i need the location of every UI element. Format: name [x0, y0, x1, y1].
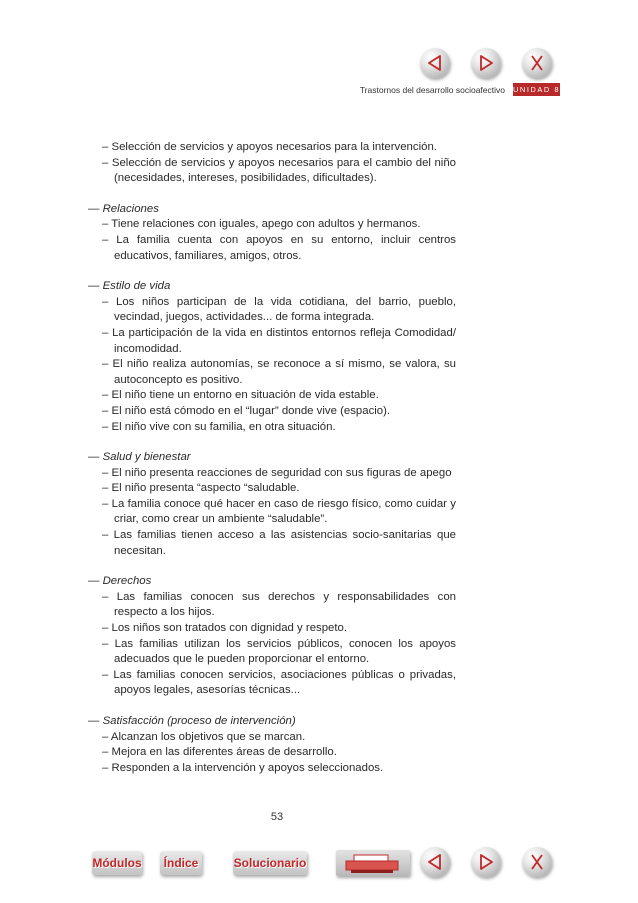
list-item: – Los niños participan de la vida cotidiana, del barrio, pueblo, vecindad, juegos, actividades... de forma integrada. — [102, 295, 456, 324]
list-item: – El niño está cómodo en el “lugar” donde vive (espacio). — [102, 404, 391, 417]
footer-next-button[interactable] — [471, 847, 501, 877]
list-item: – Las familias utilizan los servicios públicos, conocen los apoyos adecuados que le pueden proporcionar el entorno. — [102, 637, 456, 666]
unit-badge: UNIDAD 8 — [513, 85, 561, 94]
list-item: – Selección de servicios y apoyos necesarios para el cambio del niño (necesidades, intereses, posibilidades, dificultades). — [102, 156, 456, 185]
prev-page-button[interactable] — [420, 48, 450, 78]
list-item: – El niño presenta reacciones de seguridad con sus figuras de apego — [102, 466, 452, 479]
solucionario-button[interactable]: Solucionario — [233, 851, 307, 875]
main-content — [88, 140, 456, 776]
section-title: Derechos — [102, 575, 152, 588]
footer-close-button[interactable] — [522, 847, 552, 877]
section-salud-y-bienestar: — Salud y bienestar – El niño presenta reacciones de seguridad con sus figuras de apego – El niño presenta “aspecto “saludable. – La familia conoce qué hacer en caso de riesgo físico, como cuidar y criar, como crear un ambiente “saludable”. – Las familias tienen acceso a las asistencias socio-sanitarias que necesitan. — [88, 450, 456, 559]
footer-prev-button[interactable] — [420, 847, 450, 877]
arrow-right-icon — [476, 852, 496, 872]
close-x-icon — [527, 53, 547, 73]
intro-list — [88, 140, 456, 187]
list-item: – Mejora en las diferentes áreas de desarrollo. — [102, 746, 337, 759]
section-derechos: — Derechos – Las familias conocen sus derechos y responsabilidades con respecto a los hijos. – Los niños son tratados con dignidad y respeto. – Las familias utilizan los servicios públicos, conocen los apoyos adecuados que le pueden proporcionar el entorno. – Las familias conocen servicios, asociaciones públicas o privadas, apoyos legales, asesorías técnicas... — [88, 574, 456, 699]
section-title: Salud y bienestar — [102, 451, 191, 464]
section-title: Satisfacción (proceso de intervención) — [102, 715, 296, 727]
indice-button[interactable]: Índice — [160, 851, 202, 875]
list-item: – La participación de la vida en distintos entornos refleja Comodidad/ incomodidad. — [102, 326, 456, 355]
section-title: Relaciones — [102, 202, 159, 215]
close-button[interactable] — [522, 48, 552, 78]
arrow-left-icon — [425, 852, 445, 872]
list-item: – Las familias tienen acceso a las asistencias socio-sanitarias que necesitan. — [102, 529, 456, 557]
list-item: – Los niños son tratados con dignidad y respeto. — [102, 622, 348, 635]
list-item: – El niño realiza autonomías, se reconoce a sí mismo, se valora, su autoconcepto es positivo. — [102, 358, 456, 386]
section-relaciones: — Relaciones – Tiene relaciones con iguales, apego con adultos y hermanos. – La familia cuenta con apoyos en su entorno, incluir centros educativos, familiares, amigos, otros. — [88, 202, 456, 264]
page-number: 53 — [270, 811, 284, 823]
header-title: Trastornos del desarrollo socioafectivo — [359, 85, 505, 95]
arrow-right-icon — [476, 53, 496, 73]
printer-icon — [336, 850, 410, 876]
list-item: – Las familias conocen servicios, asociaciones públicas o privadas, apoyos legales, asesorías técnicas... — [102, 668, 456, 697]
section-estilo-de-vida: — Estilo de vida – Los niños participan de la vida cotidiana, del barrio, pueblo, vecindad, juegos, actividades... de forma integrada. – La participación de la vida en distintos entornos refleja Comodidad/ incomodidad. – El niño realiza autonomías, se reconoce a sí mismo, se valora, su autoconcepto es positivo. – El niño tiene un entorno en situación de vida estable. – El niño está cómodo en el “lugar” donde vive (espacio). – El niño vive con su familia, en otra situación. — [88, 279, 456, 435]
arrow-left-icon — [425, 53, 445, 73]
section-title: Estilo de vida — [102, 280, 171, 293]
list-item: – Responden a la intervención y apoyos seleccionados. — [102, 761, 384, 774]
modulos-button[interactable]: Módulos — [92, 851, 142, 875]
list-item: – La familia cuenta con apoyos en su entorno, incluir centros educativos, familiares, amigos, otros. — [102, 233, 456, 262]
list-item: – Selección de servicios y apoyos necesarios para la intervención. — [102, 141, 437, 153]
section-satisfaccion: — Satisfacción (proceso de intervención) – Alcanzan los objetivos que se marcan. – Mejora en las diferentes áreas de desarrollo. – Responden a la intervención y apoyos seleccionados. — [88, 714, 456, 776]
list-item: – Tiene relaciones con iguales, apego con adultos y hermanos. — [102, 218, 421, 231]
next-page-button[interactable] — [471, 48, 501, 78]
list-item: – Alcanzan los objetivos que se marcan. — [102, 730, 306, 743]
list-item: – El niño presenta “aspecto “saludable. — [102, 482, 300, 495]
list-item: – El niño tiene un entorno en situación de vida estable. — [102, 389, 379, 402]
list-item: – Las familias conocen sus derechos y responsabilidades con respecto a los hijos. — [102, 590, 456, 619]
printer-button[interactable] — [336, 850, 410, 876]
list-item: – El niño vive con su familia, en otra situación. — [102, 420, 336, 433]
close-x-icon — [527, 852, 547, 872]
list-item: – La familia conoce qué hacer en caso de riesgo físico, como cuidar y criar, como crear un ambiente “saludable”. — [102, 497, 456, 526]
